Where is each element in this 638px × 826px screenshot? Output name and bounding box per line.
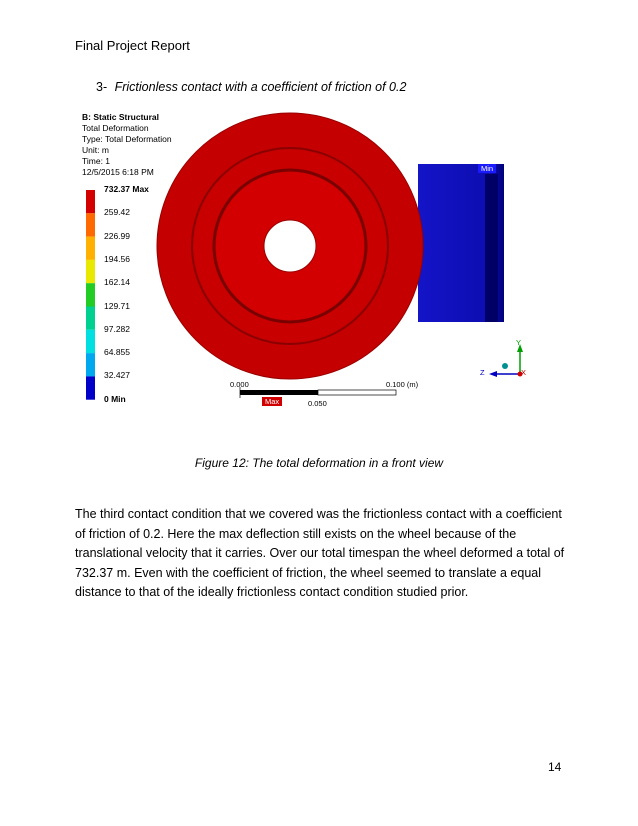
figure-caption: Figure 12: The total deformation in a front view — [194, 456, 444, 470]
page-header: Final Project Report — [75, 38, 190, 53]
scale-start: 0.000 — [230, 380, 249, 389]
legend-bar — [86, 190, 95, 400]
result-type: Type: Total Deformation — [82, 134, 172, 144]
legend-swatch — [86, 376, 95, 399]
axis-triad — [489, 344, 523, 377]
legend-label: 259.42 — [104, 207, 130, 218]
scale-end: 0.100 (m) — [386, 380, 419, 389]
section-heading — [96, 80, 406, 94]
result-unit: Unit: m — [82, 145, 109, 155]
legend-swatch — [86, 260, 95, 283]
wheel-body — [157, 113, 423, 379]
legend-swatch — [86, 190, 95, 213]
deformation-figure — [80, 106, 550, 426]
legend-label: 194.56 — [104, 253, 130, 264]
legend-label: 97.282 — [104, 323, 130, 334]
legend-swatch — [86, 213, 95, 236]
blue-block — [418, 164, 504, 322]
section-number: 3- — [96, 80, 108, 94]
axis-y-label: Y — [516, 338, 522, 347]
axis-z-label: Z — [480, 368, 485, 377]
axis-x-label: X — [521, 368, 527, 377]
max-tag: Max — [262, 397, 282, 406]
legend-label: 32.427 — [104, 370, 130, 381]
page-number: 14 — [548, 760, 562, 774]
result-name: Total Deformation — [82, 123, 149, 133]
scale-mid: 0.050 — [308, 399, 327, 408]
section-title: Frictionless contact with a coefficient of friction of 0.2 — [114, 80, 407, 94]
legend-swatch — [86, 283, 95, 306]
legend-label: 226.99 — [104, 230, 130, 241]
body-paragraph: The third contact condition that we covered was the frictionless contact with a coefficient of friction of 0.2. Here the max deflection still exists on the wheel because of the translational velocity that it carries. Over our total timespan the wheel deformed a total of 732.37 m. Even with the coefficient of friction, the wheel seemed to translate a equal distance to that of the ideally frictionless contact condition studied prior. — [75, 507, 565, 599]
min-tag: Min — [478, 164, 496, 173]
legend-label: 64.855 — [104, 347, 130, 358]
legend-label: 129.71 — [104, 300, 130, 311]
legend-swatch — [86, 330, 95, 353]
result-date: 12/5/2015 6:18 PM — [82, 167, 154, 177]
result-time: Time: 1 — [82, 156, 111, 166]
legend-swatch — [86, 307, 95, 330]
legend-swatch — [86, 353, 95, 376]
legend-swatch — [86, 237, 95, 260]
result-info — [82, 112, 172, 178]
app-title: B: Static Structural — [82, 112, 159, 122]
legend-label: 162.14 — [104, 277, 130, 288]
legend-label: 732.37 Max — [104, 184, 149, 194]
legend-label: 0 Min — [104, 393, 126, 404]
